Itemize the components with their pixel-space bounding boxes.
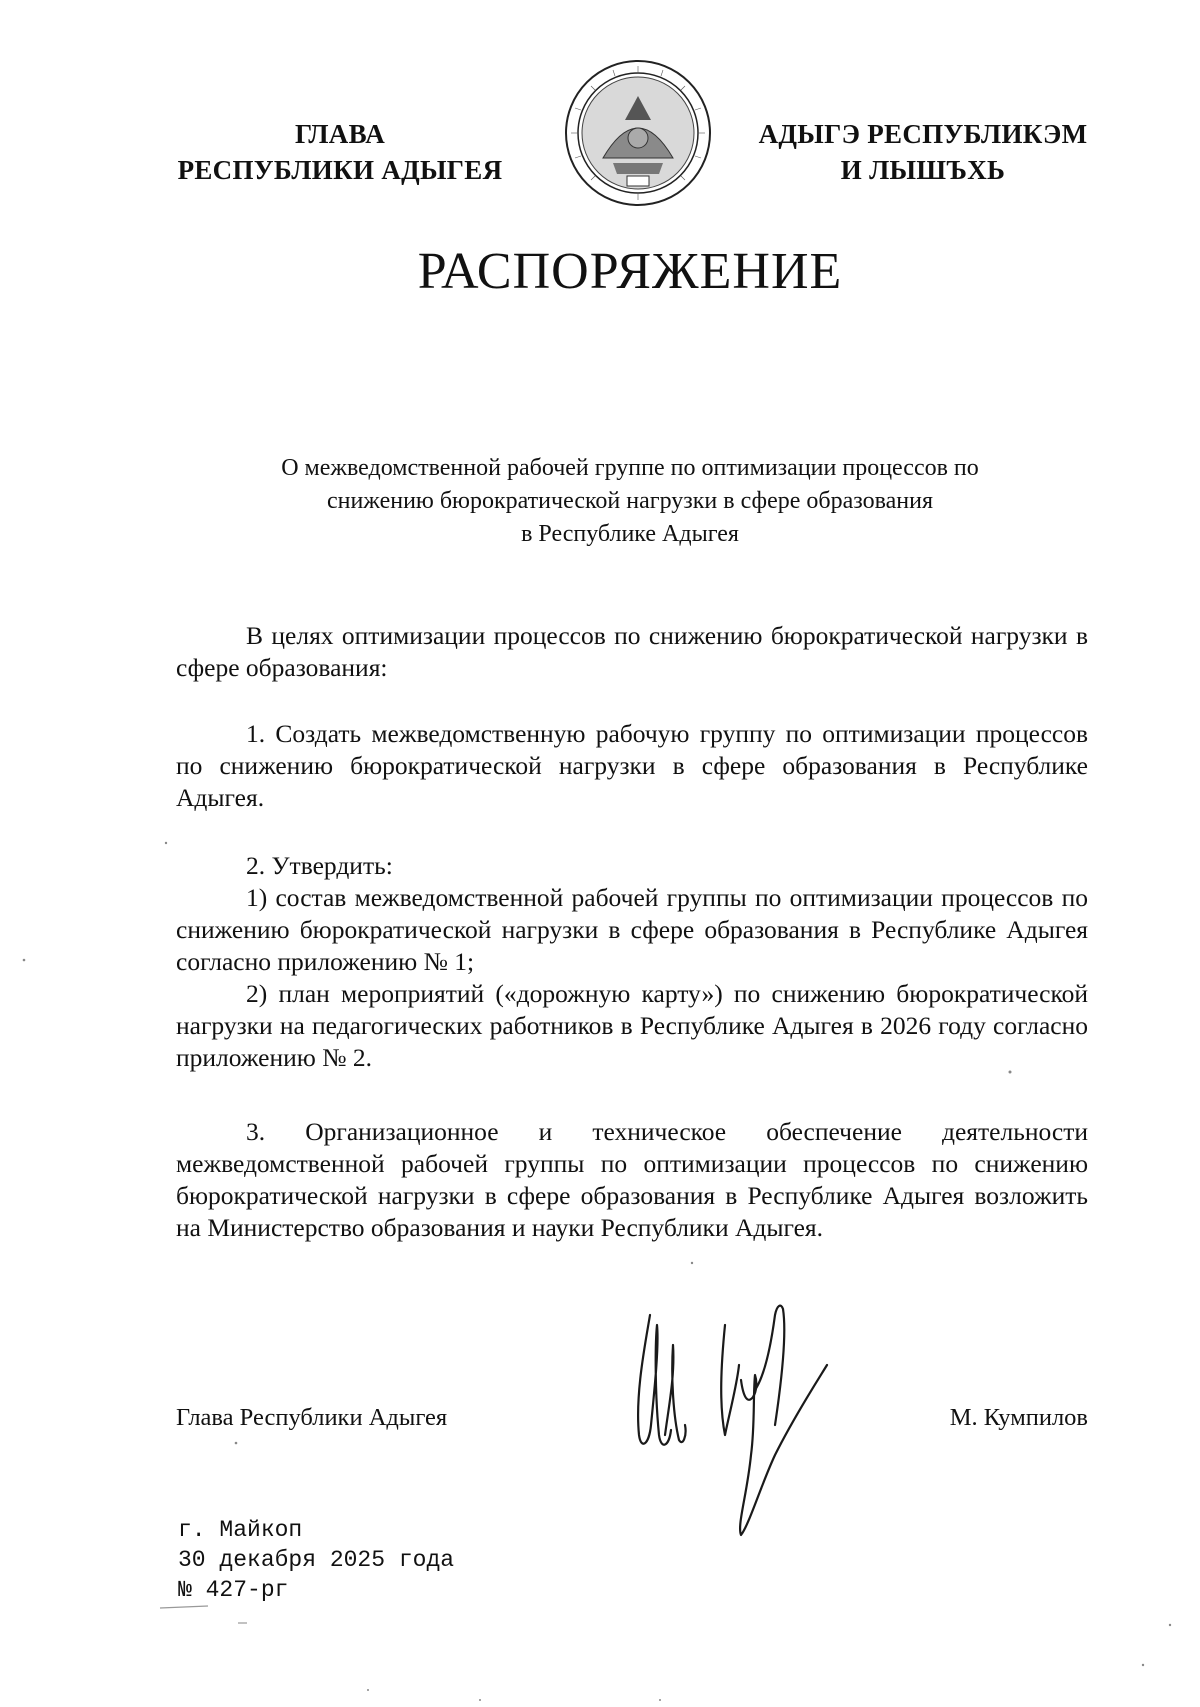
document-title bbox=[170, 452, 1090, 551]
item-2-heading: 2. Утвердить: bbox=[246, 851, 393, 880]
title-line-1: О межведомственной рабочей группе по оптимизации процессов по bbox=[281, 455, 979, 481]
title-line-2: снижению бюрократической нагрузки в сфере образования bbox=[326, 488, 934, 514]
issuer-adyghe-line-1: АДЫГЭ РЕСПУБЛИКЭМ bbox=[758, 119, 1088, 149]
issue-place: г. Майкоп bbox=[178, 1517, 303, 1543]
item-3-paragraph bbox=[176, 1116, 1088, 1244]
issuer-line-1: ГЛАВА bbox=[294, 119, 386, 149]
item-2-subitem-1: 1) состав межведомственной рабочей группы по оптимизации процессов по снижению бюрократической нагрузки в сфере образования в Республике Адыгея согласно приложению № 1; bbox=[176, 883, 1088, 976]
preamble-paragraph bbox=[176, 620, 1088, 684]
issuer-header-russian bbox=[170, 116, 510, 188]
coat-of-arms-emblem-icon bbox=[563, 58, 713, 208]
title-line-3: в Республике Адыгея bbox=[521, 521, 739, 547]
document-number: № 427-рг bbox=[178, 1577, 289, 1603]
signatory-name: М. Кумпилов bbox=[949, 1404, 1088, 1431]
issue-date: 30 декабря 2025 года bbox=[178, 1547, 455, 1573]
item-1-paragraph bbox=[176, 718, 1088, 814]
issuer-line-2: РЕСПУБЛИКИ АДЫГЕЯ bbox=[177, 155, 503, 185]
document-footer bbox=[178, 1515, 454, 1605]
preamble-text: В целях оптимизации процессов по снижению бюрократической нагрузки в сфере образования: bbox=[176, 621, 1088, 682]
item-3-text: 3. Организационное и техническое обеспечение деятельности межведомственной рабочей группы по оптимизации процессов по снижению бюрократической нагрузки в сфере образования в Республике Адыгея возложить на Министерство образования и науки Республики Адыгея. bbox=[176, 1117, 1088, 1242]
item-2-paragraph bbox=[176, 850, 1088, 1074]
item-2-subitem-2: 2) план мероприятий («дорожную карту») по снижению бюрократической нагрузки на педагогических работников в Республике Адыгея в 2026 году согласно приложению № 2. bbox=[176, 979, 1088, 1072]
item-1-text: 1. Создать межведомственную рабочую группу по оптимизации процессов по снижению бюрократической нагрузки в сфере образования в Республике Адыгея. bbox=[176, 719, 1088, 812]
issuer-header-adyghe bbox=[738, 116, 1108, 188]
signatory-position: Глава Республики Адыгея bbox=[176, 1404, 448, 1431]
document-type-heading: РАСПОРЯЖЕНИЕ bbox=[417, 243, 843, 300]
issuer-adyghe-line-2: И ЛЫШЪХЬ bbox=[840, 155, 1006, 185]
handwritten-signature bbox=[625, 1285, 855, 1555]
